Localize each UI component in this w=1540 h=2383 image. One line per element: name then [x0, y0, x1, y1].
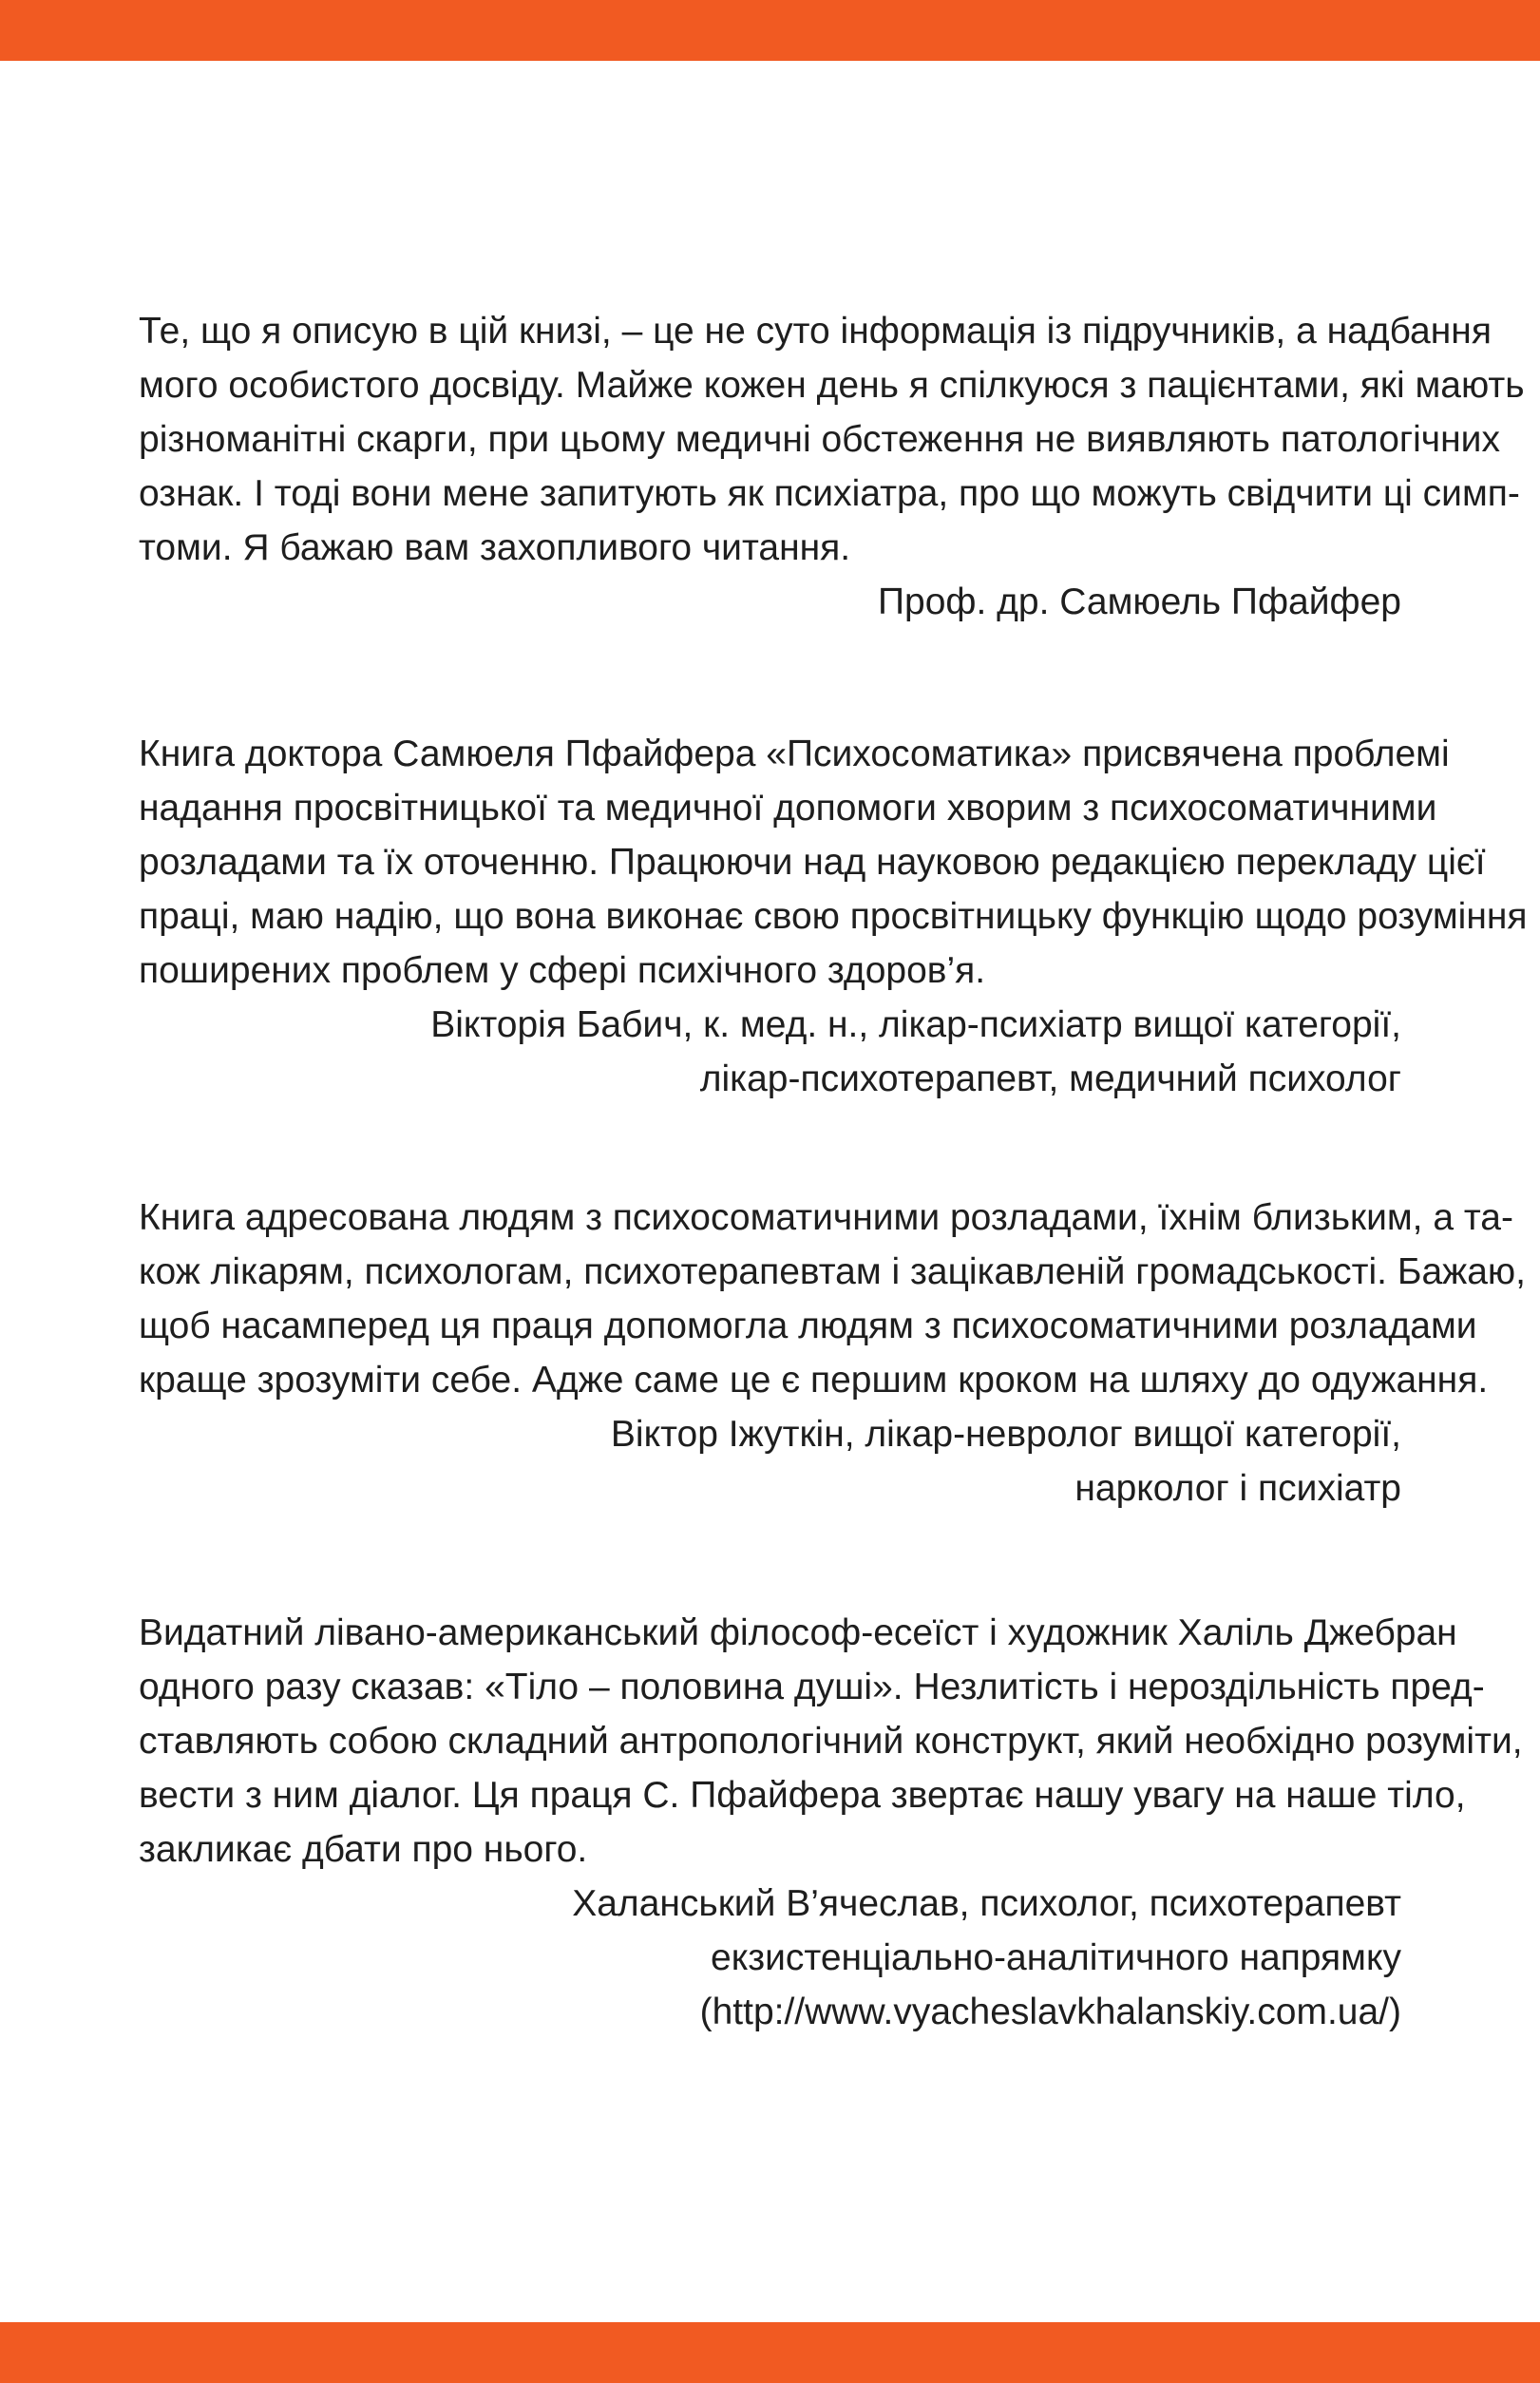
blurb-attribution: [139, 1407, 1405, 1516]
review-blurb-babych: [139, 727, 1528, 1106]
bottom-orange-band: [0, 2322, 1540, 2383]
text-line: надання просвітницької та медичної допомоги хворим з психосоматичними: [139, 788, 1437, 829]
text-line: ознак. І тоді вони мене запитують як психіатра, про що можуть свідчити ці симп-: [139, 473, 1520, 514]
top-orange-band: [0, 0, 1540, 61]
blurb-text: [139, 1191, 1527, 1407]
attribution-line: екзистенціально-аналітичного напрямку: [711, 1937, 1401, 1978]
text-line: різноманітні скарги, при цьому медичні обстеження не виявляють патологічних: [139, 419, 1500, 460]
text-line: вести з ним діалог. Ця праця С. Пфайфера звертає нашу увагу на наше тіло,: [139, 1775, 1466, 1816]
text-line: поширених проблем у сфері психічного здоров’я.: [139, 950, 986, 991]
attribution-line: Халанський В’ячеслав, психолог, психотерапевт: [572, 1883, 1401, 1924]
review-blurb-pfeifer: [139, 304, 1525, 629]
text-line: Книга адресована людям з психосоматичними розладами, їхнім близьким, а та-: [139, 1197, 1513, 1238]
attribution-line: (http://www.vyacheslavkhalanskiy.com.ua/): [699, 1992, 1401, 2032]
text-line: розладами та їх оточенню. Працюючи над науковою редакцією перекладу цієї: [139, 842, 1486, 883]
blurb-attribution: [139, 575, 1405, 629]
text-line: щоб насамперед ця праця допомогла людям з психосоматичними розладами: [139, 1306, 1477, 1346]
text-line: мого особистого досвіду. Майже кожен день я спілкуюся з пацієнтами, які мають: [139, 365, 1525, 406]
blurb-text: [139, 1606, 1523, 1877]
text-line: Книга доктора Самюеля Пфайфера «Психосоматика» присвячена проблемі: [139, 734, 1450, 774]
attribution-line: Вікторія Бабич, к. мед. н., лікар-психіатр вищої категорії,: [430, 1004, 1401, 1045]
review-blurb-izhutkin: [139, 1191, 1527, 1516]
text-line: томи. Я бажаю вам захопливого читання.: [139, 527, 851, 568]
attribution-line: нарколог і психіатр: [1074, 1468, 1401, 1509]
text-line: Видатний лівано-американський філософ-есеїст і художник Халіль Джебран: [139, 1612, 1457, 1653]
text-line: одного разу сказав: «Тіло – половина душі». Незлитість і нероздільність пред-: [139, 1667, 1485, 1707]
text-line: праці, маю надію, що вона виконає свою просвітницьку функцію щодо розуміння: [139, 896, 1528, 937]
text-line: кож лікарям, психологам, психотерапевтам і зацікавленій громадськості. Бажаю,: [139, 1251, 1527, 1292]
attribution-line: Віктор Іжуткін, лікар-невролог вищої категорії,: [610, 1414, 1401, 1455]
blurb-attribution: [139, 998, 1405, 1106]
blurb-attribution: [139, 1877, 1405, 2039]
text-line: краще зрозуміти себе. Адже саме це є першим кроком на шляху до одужання.: [139, 1360, 1489, 1401]
attribution-line: Проф. др. Самюель Пфайфер: [877, 581, 1401, 622]
text-line: Те, що я описую в цій книзі, – це не суто інформація із підручників, а надбання: [139, 311, 1492, 352]
text-line: ставляють собою складний антропологічний конструкт, який необхідно розуміти,: [139, 1721, 1523, 1762]
blurb-text: [139, 727, 1528, 998]
attribution-line: лікар-психотерапевт, медичний психолог: [699, 1058, 1401, 1099]
blurb-text: [139, 304, 1525, 575]
text-line: закликає дбати про нього.: [139, 1829, 588, 1870]
review-blurb-khalanskyi: [139, 1606, 1523, 2039]
